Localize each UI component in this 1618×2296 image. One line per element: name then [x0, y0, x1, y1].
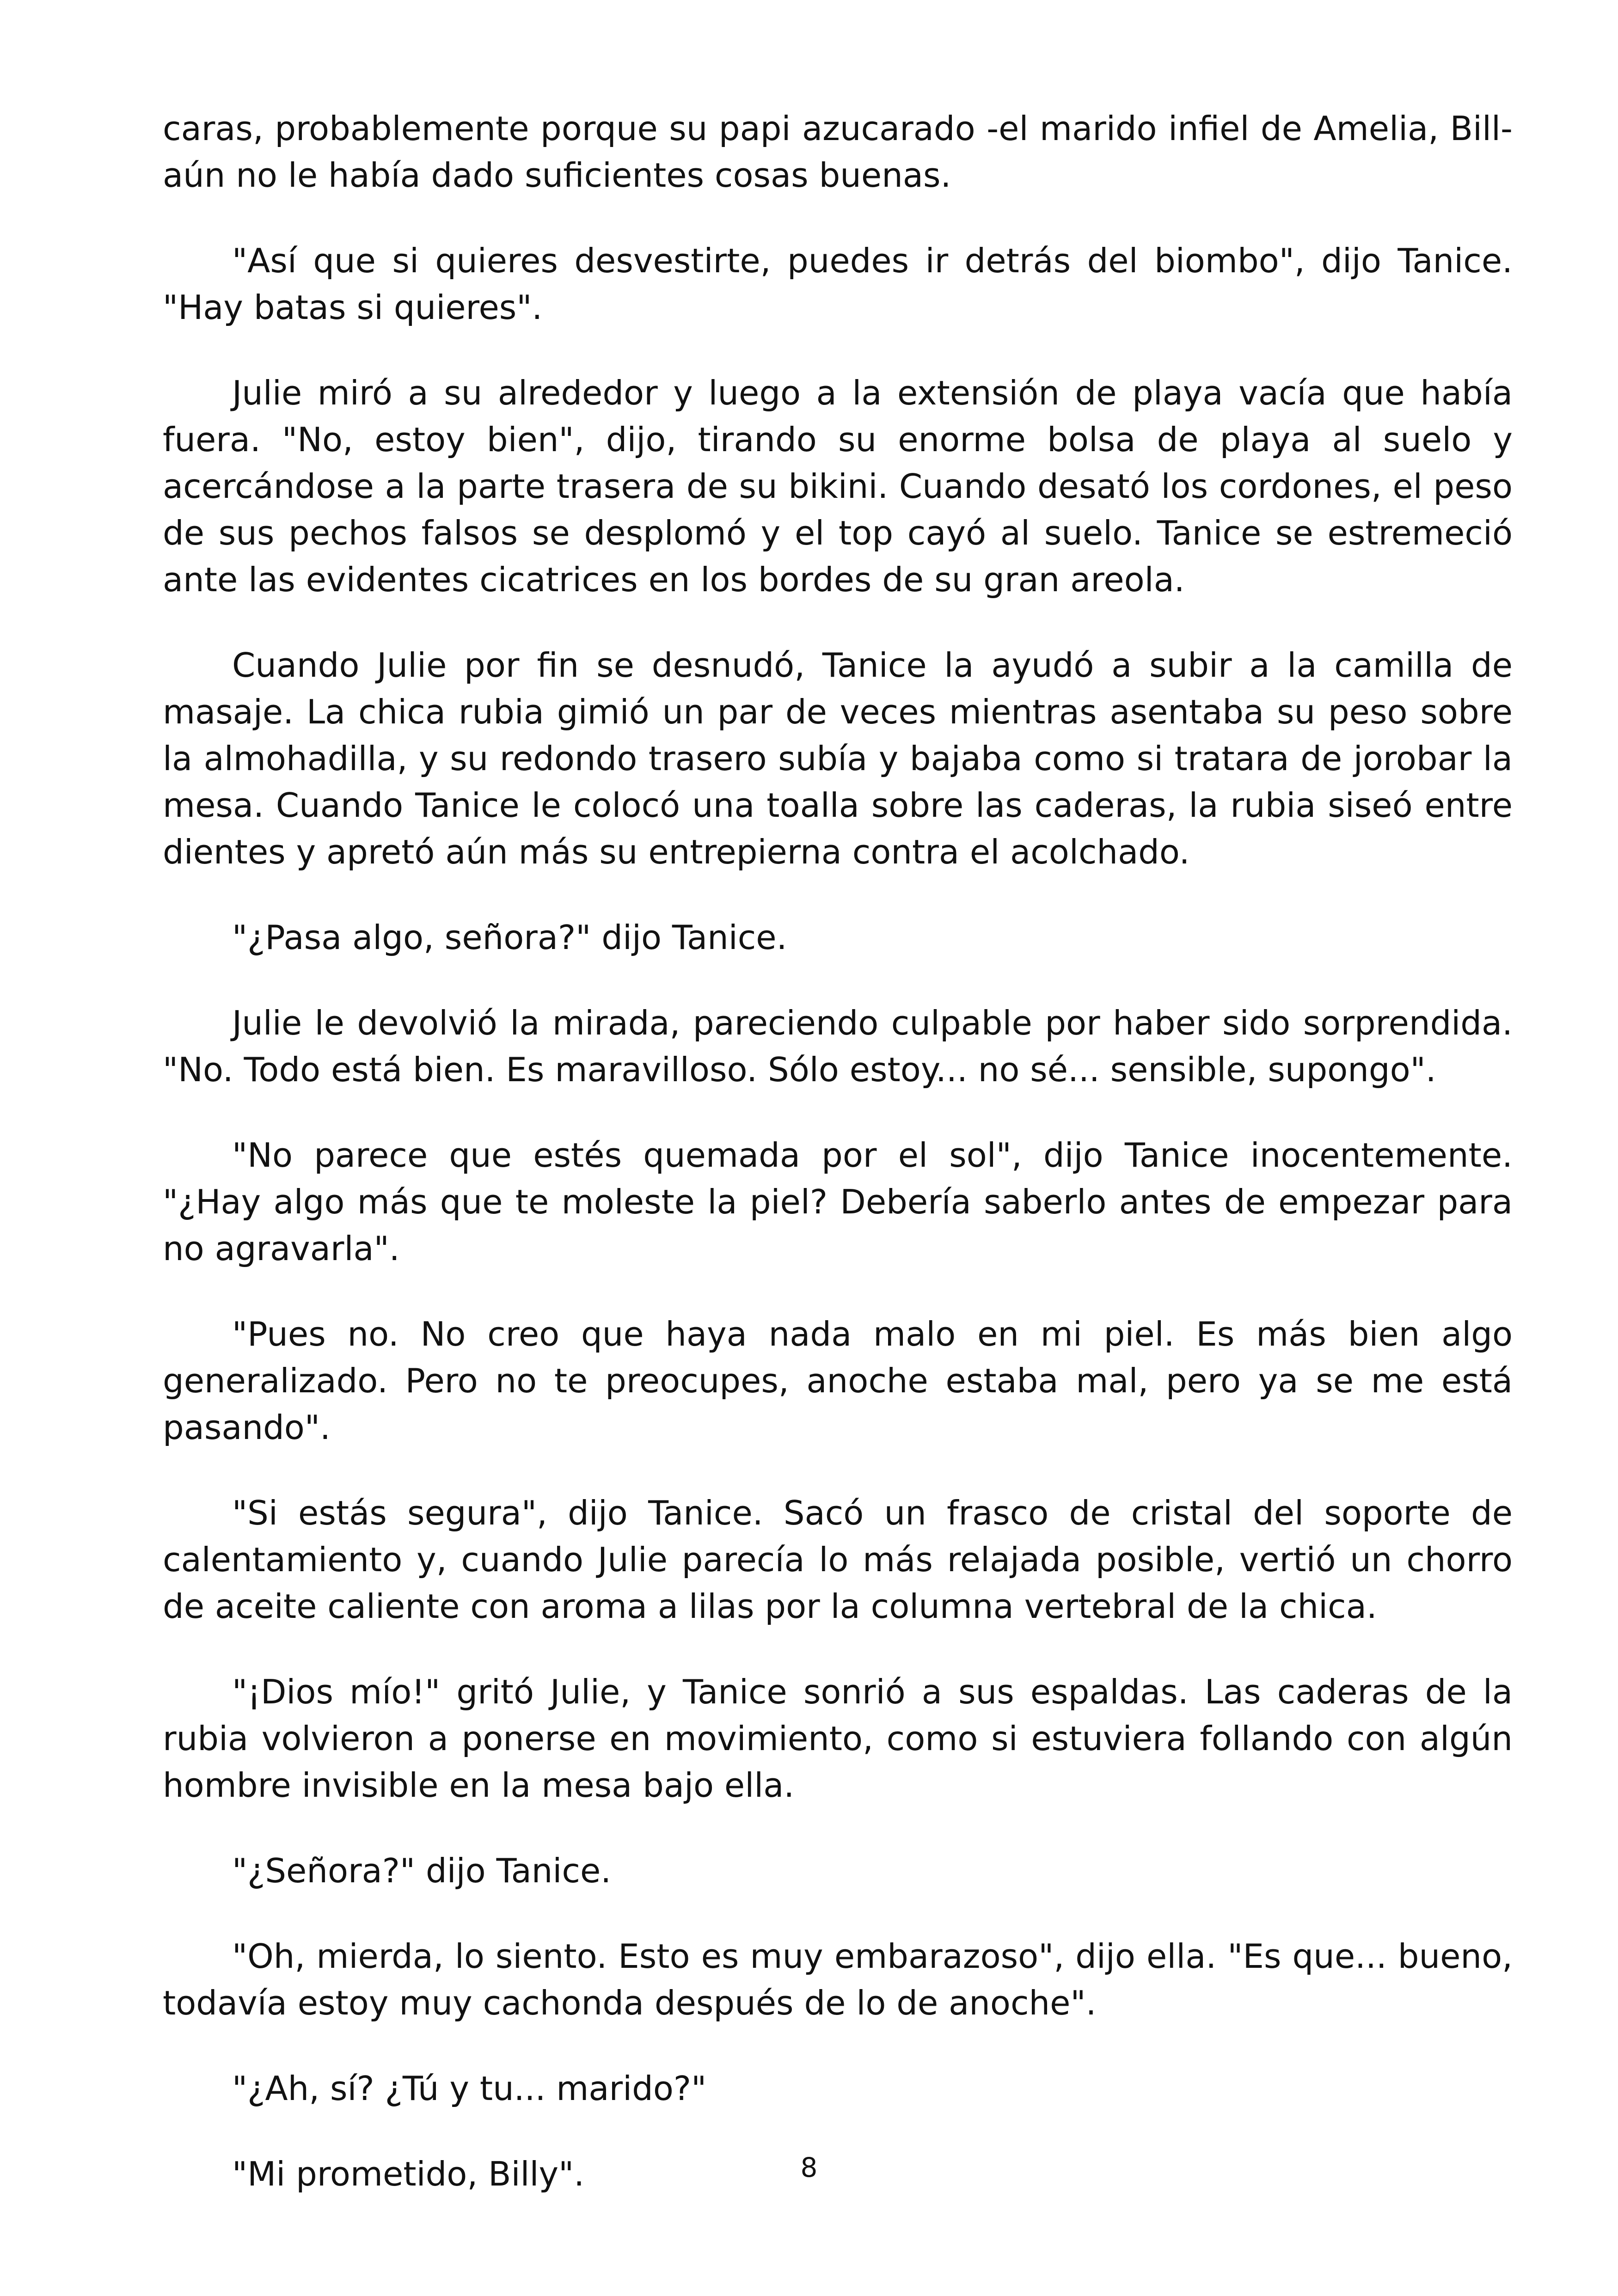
paragraph-6: Julie le devolvió la mirada, pareciendo culpable por haber sido sorprendida. "No. Todo está bien. Es maravilloso. Sólo estoy... no sé... sensible, supongo". [163, 1004, 1513, 1089]
paragraph-2: "Así que si quieres desvestirte, puedes ir detrás del biombo", dijo Tanice. "Hay batas si quieres". [163, 241, 1513, 327]
paragraph-3: Julie miró a su alrededor y luego a la extensión de playa vacía que había fuera. "No, estoy bien", dijo, tirando su enorme bolsa de playa al suelo y acercándose a la parte trasera de su bikini. Cuando desató los cordones, el peso de sus pechos falsos se desplomó y el top cayó al suelo. Tanice se estremeció ante las evidentes cicatrices en los bordes de su gran areola. [163, 373, 1513, 599]
paragraph-4: Cuando Julie por fin se desnudó, Tanice la ayudó a subir a la camilla de masaje. La chica rubia gimió un par de veces mientras asentaba su peso sobre la almohadilla, y su redondo trasero subía y bajaba como si tratara de jorobar la mesa. Cuando Tanice le colocó una toalla sobre las caderas, la rubia siseó entre dientes y apretó aún más su entrepierna contra el acolchado. [163, 646, 1513, 871]
page-number: 8 [800, 2152, 818, 2183]
paragraph-10: "¡Dios mío!" gritó Julie, y Tanice sonrió a sus espaldas. Las caderas de la rubia volvieron a ponerse en movimiento, como si estuviera follando con algún hombre invisible en la mesa bajo ella. [163, 1672, 1513, 1805]
paragraph-7: "No parece que estés quemada por el sol", dijo Tanice inocentemente. "¿Hay algo más que te moleste la piel? Debería saberlo antes de empezar para no agravarla". [163, 1136, 1513, 1268]
paragraph-14: "Mi prometido, Billy". [232, 2155, 585, 2193]
paragraph-12: "Oh, mierda, lo siento. Esto es muy embarazoso", dijo ella. "Es que... bueno, todavía estoy muy cachonda después de lo de anoche". [163, 1937, 1513, 2022]
paragraph-11: "¿Señora?" dijo Tanice. [232, 1851, 612, 1890]
paragraph-5: "¿Pasa algo, señora?" dijo Tanice. [232, 918, 787, 957]
body-text [163, 105, 1513, 2236]
paragraph-8: "Pues no. No creo que haya nada malo en mi piel. Es más bien algo generalizado. Pero no te preocupes, anoche estaba mal, pero ya se me está pasando". [163, 1315, 1513, 1447]
paragraph-13: "¿Ah, sí? ¿Tú y tu... marido?" [232, 2069, 707, 2108]
paragraph-1: caras, probablemente porque su papi azucarado -el marido infiel de Amelia, Bill- aún no le había dado suficientes cosas buenas. [163, 109, 1513, 195]
paragraph-9: "Si estás segura", dijo Tanice. Sacó un frasco de cristal del soporte de calentamiento y, cuando Julie parecía lo más relajada posible, vertió un chorro de aceite caliente con aroma a lilas por la columna vertebral de la chica. [163, 1494, 1513, 1626]
